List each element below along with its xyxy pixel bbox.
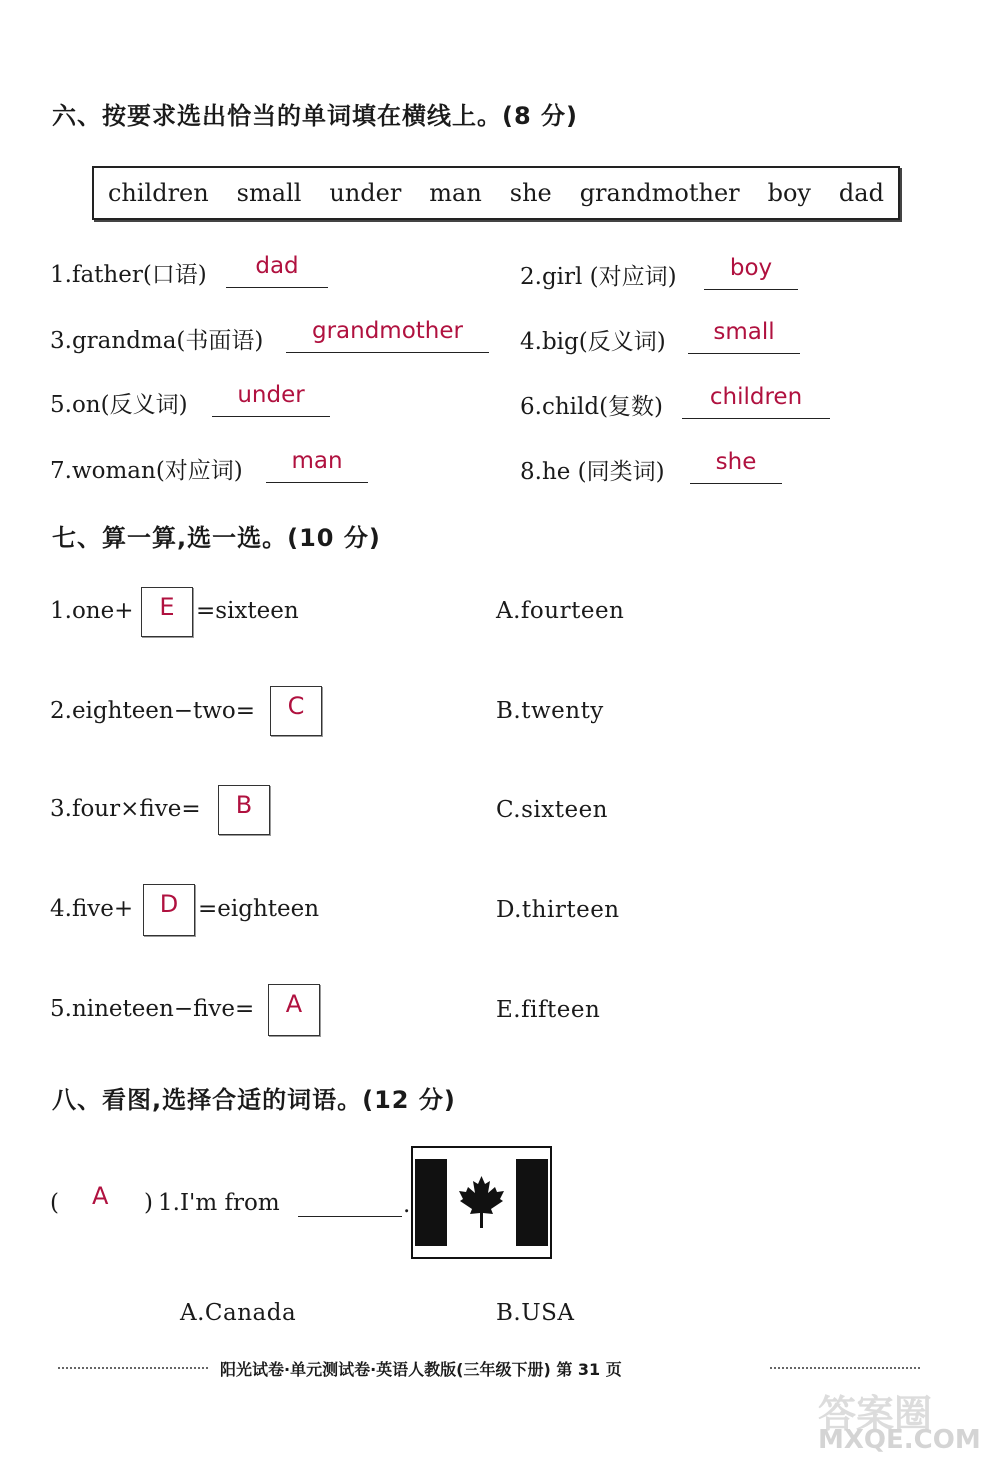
s7-q5-answer-box[interactable]	[268, 984, 320, 1036]
s7-q1-answer: E	[159, 593, 175, 621]
s7-q3-answer-box[interactable]	[218, 785, 270, 835]
watermark-logo: 答案圈	[818, 1392, 933, 1436]
s8-q1-period: .	[403, 1192, 411, 1218]
word-bank-item: boy	[767, 179, 811, 207]
canada-flag-icon	[411, 1146, 552, 1259]
section6-heading: 六、按要求选出恰当的单词填在横线上。(8 分)	[52, 102, 578, 130]
footer-dots-right	[770, 1367, 920, 1369]
s6-q5-prompt: 5.on(反义词)	[50, 392, 188, 418]
s6-q4-prompt: 4.big(反义词)	[520, 329, 666, 355]
s7-q4-answer: D	[159, 890, 179, 918]
s6-q4-answer: small	[713, 319, 775, 345]
s7-q5-before: 5.nineteen−five=	[50, 996, 255, 1022]
s6-q3-blank[interactable]	[286, 314, 489, 353]
s8-option-b: B.USA	[496, 1300, 575, 1326]
footer-dots-left	[58, 1367, 208, 1369]
s6-q1-prompt: 1.father(口语)	[50, 262, 207, 288]
s7-q3-answer: B	[235, 791, 253, 819]
s6-q6-prompt: 6.child(复数)	[520, 394, 664, 420]
s6-q2-answer: boy	[729, 255, 773, 281]
canada-flag-image	[411, 1146, 552, 1259]
s7-option-c: C.sixteen	[496, 797, 608, 823]
s8-q1-close-paren: )	[144, 1190, 153, 1216]
s7-q2-answer: C	[287, 692, 305, 720]
s8-q1-blank[interactable]	[298, 1216, 402, 1217]
word-bank-item: man	[429, 179, 482, 207]
s8-option-a: A.Canada	[180, 1300, 297, 1326]
s8-q1-answer[interactable]: A	[92, 1182, 109, 1210]
word-bank-item: grandmother	[579, 179, 740, 207]
s8-q1-open-paren: (	[50, 1190, 59, 1216]
word-bank-item: children	[107, 179, 209, 207]
section8-heading: 八、看图,选择合适的词语。(12 分)	[52, 1086, 456, 1114]
s7-q4-answer-box[interactable]	[143, 884, 195, 936]
watermark-domain: MXQE.COM	[818, 1425, 981, 1455]
s6-q2-prompt: 2.girl (对应词)	[520, 264, 677, 290]
word-bank-item: under	[329, 179, 402, 207]
s6-q6-blank[interactable]	[682, 380, 830, 419]
word-bank	[92, 166, 900, 220]
s7-q5-answer: A	[285, 990, 303, 1018]
s6-q3-answer: grandmother	[311, 318, 463, 344]
s6-q5-blank[interactable]	[212, 378, 330, 417]
s6-q6-answer: children	[709, 384, 803, 410]
word-bank-item: small	[236, 179, 302, 207]
s7-option-b: B.twenty	[496, 698, 604, 724]
s7-q1-after: =sixteen	[196, 598, 299, 624]
s7-option-e: E.fifteen	[496, 997, 601, 1023]
s6-q1-answer: dad	[255, 253, 299, 279]
s7-q2-answer-box[interactable]	[270, 686, 322, 736]
s7-q3-before: 3.four×five=	[50, 796, 201, 822]
word-bank-item: she	[509, 179, 552, 207]
section7-heading: 七、算一算,选一选。(10 分)	[52, 524, 381, 552]
s7-q2-before: 2.eighteen−two=	[50, 698, 256, 724]
s6-q7-blank[interactable]	[266, 444, 368, 483]
s6-q5-answer: under	[237, 382, 305, 408]
s6-q3-prompt: 3.grandma(书面语)	[50, 328, 264, 354]
s7-q4-after: =eighteen	[198, 896, 320, 922]
s7-q4-before: 4.five+	[50, 896, 134, 922]
s6-q4-blank[interactable]	[688, 315, 800, 354]
s6-q8-prompt: 8.he (同类词)	[520, 459, 665, 485]
s6-q7-answer: man	[291, 448, 343, 474]
s7-q1-answer-box[interactable]	[141, 587, 193, 637]
s7-option-d: D.thirteen	[496, 897, 620, 923]
footer-text: 阳光试卷·单元测试卷·英语人教版(三年级下册) 第 31 页	[220, 1360, 622, 1379]
s6-q8-blank[interactable]	[690, 445, 782, 484]
s7-option-a: A.fourteen	[496, 598, 625, 624]
s8-q1-text: 1.I'm from	[158, 1190, 280, 1216]
s6-q8-answer: she	[715, 449, 757, 475]
s6-q2-blank[interactable]	[704, 251, 798, 290]
s7-q1-before: 1.one+	[50, 598, 134, 624]
word-bank-item: dad	[838, 179, 884, 207]
s6-q1-blank[interactable]	[226, 249, 328, 288]
s6-q7-prompt: 7.woman(对应词)	[50, 458, 243, 484]
